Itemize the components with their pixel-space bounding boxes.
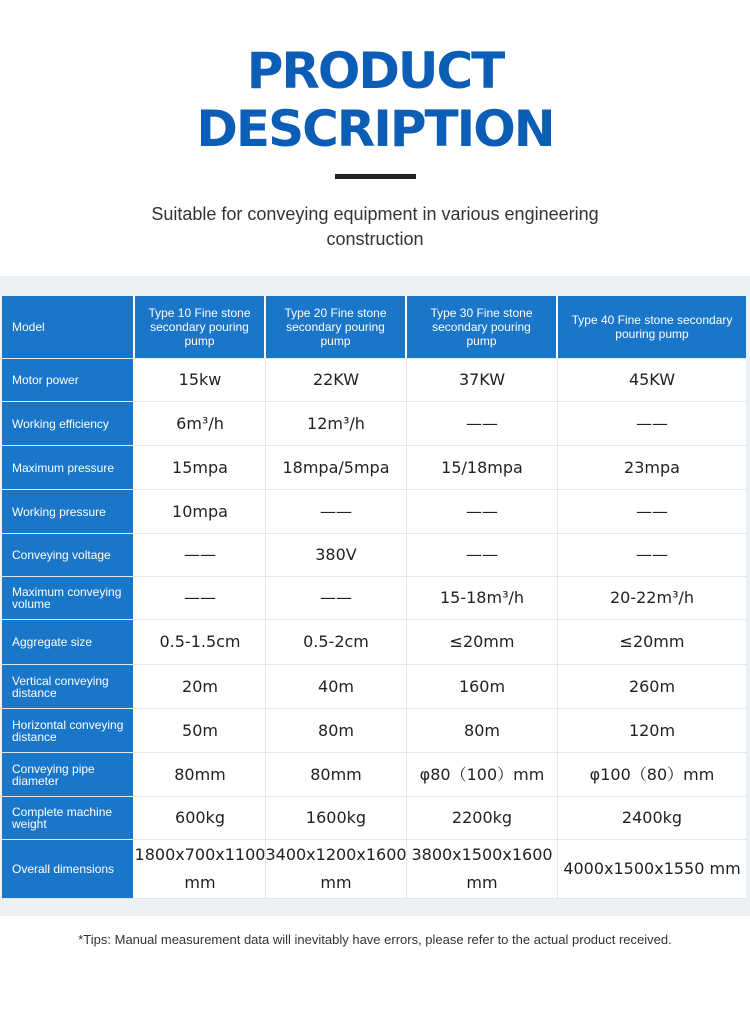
row-label: Motor power <box>2 359 135 401</box>
row-value: 160m <box>407 665 558 708</box>
row-value: ≤20mm <box>558 620 746 664</box>
row-value: —— <box>266 490 407 533</box>
row-label: Complete machine weight <box>2 797 135 839</box>
row-value: 1600kg <box>266 797 407 839</box>
row-value: 2200kg <box>407 797 558 839</box>
row-value: —— <box>558 490 746 533</box>
page-title <box>0 42 750 158</box>
table-row <box>2 490 746 534</box>
table-row <box>2 534 746 577</box>
row-value: 0.5-1.5cm <box>135 620 266 664</box>
row-value: —— <box>135 577 266 619</box>
spec-table <box>2 296 746 899</box>
row-value: 15kw <box>135 359 266 401</box>
row-value: 20m <box>135 665 266 708</box>
header-model-2: Type 20 Fine stone secondary pouring pump <box>266 296 407 358</box>
row-value: —— <box>135 534 266 576</box>
row-value: 12m³/h <box>266 402 407 445</box>
row-value: 20-22m³/h <box>558 577 746 619</box>
title-line-1: PRODUCT <box>246 42 504 100</box>
header-model-3: Type 30 Fine stone secondary pouring pump <box>407 296 558 358</box>
table-row <box>2 620 746 665</box>
table-row <box>2 753 746 797</box>
row-value: 2400kg <box>558 797 746 839</box>
row-value: ≤20mm <box>407 620 558 664</box>
row-value: 80m <box>407 709 558 752</box>
row-value: —— <box>558 534 746 576</box>
table-row <box>2 840 746 899</box>
row-value: 10mpa <box>135 490 266 533</box>
row-value: 15-18m³/h <box>407 577 558 619</box>
row-value: 4000x1500x1550 mm <box>558 840 746 898</box>
row-value: 1800x700x1100 mm <box>135 840 266 898</box>
table-row <box>2 709 746 753</box>
row-label: Maximum pressure <box>2 446 135 489</box>
subtitle-line-2: construction <box>326 229 424 249</box>
row-label: Overall dimensions <box>2 840 135 898</box>
row-value: 37KW <box>407 359 558 401</box>
table-body <box>2 359 746 899</box>
row-value: —— <box>407 402 558 445</box>
row-value: 15/18mpa <box>407 446 558 489</box>
row-value: 600kg <box>135 797 266 839</box>
row-value: 50m <box>135 709 266 752</box>
row-value: 23mpa <box>558 446 746 489</box>
row-value: 6m³/h <box>135 402 266 445</box>
row-label: Vertical conveying distance <box>2 665 135 708</box>
table-header-row <box>2 296 746 359</box>
row-value: 22KW <box>266 359 407 401</box>
row-value: —— <box>558 402 746 445</box>
header-model-1: Type 10 Fine stone secondary pouring pump <box>135 296 266 358</box>
row-value: 40m <box>266 665 407 708</box>
row-label: Horizontal conveying distance <box>2 709 135 752</box>
row-label: Working efficiency <box>2 402 135 445</box>
table-row <box>2 446 746 490</box>
table-row <box>2 402 746 446</box>
row-value: 120m <box>558 709 746 752</box>
table-row <box>2 359 746 402</box>
header-label: Model <box>2 296 135 358</box>
row-label: Conveying voltage <box>2 534 135 576</box>
table-row <box>2 665 746 709</box>
row-value: 260m <box>558 665 746 708</box>
row-value: 380V <box>266 534 407 576</box>
row-value: 3800x1500x1600 mm <box>407 840 558 898</box>
tips-note: *Tips: Manual measurement data will inevitably have errors, please refer to the actual product received. <box>78 932 672 947</box>
row-label: Working pressure <box>2 490 135 533</box>
row-label: Aggregate size <box>2 620 135 664</box>
row-value: 80m <box>266 709 407 752</box>
row-value: 15mpa <box>135 446 266 489</box>
table-row <box>2 577 746 620</box>
title-underline <box>335 174 416 179</box>
row-value: —— <box>266 577 407 619</box>
title-line-2: DESCRIPTION <box>196 100 554 158</box>
row-value: φ80（100）mm <box>407 753 558 796</box>
row-value: φ100（80）mm <box>558 753 746 796</box>
row-value: 3400x1200x1600 mm <box>266 840 407 898</box>
row-value: —— <box>407 490 558 533</box>
row-label: Conveying pipe diameter <box>2 753 135 796</box>
subtitle <box>120 202 630 252</box>
row-value: 80mm <box>135 753 266 796</box>
row-value: 18mpa/5mpa <box>266 446 407 489</box>
row-value: 80mm <box>266 753 407 796</box>
header-model-4: Type 40 Fine stone secondary pouring pump <box>558 296 746 358</box>
subtitle-line-1: Suitable for conveying equipment in various engineering <box>151 204 599 224</box>
table-row <box>2 797 746 840</box>
row-label: Maximum conveying volume <box>2 577 135 619</box>
row-value: 45KW <box>558 359 746 401</box>
row-value: 0.5-2cm <box>266 620 407 664</box>
row-value: —— <box>407 534 558 576</box>
